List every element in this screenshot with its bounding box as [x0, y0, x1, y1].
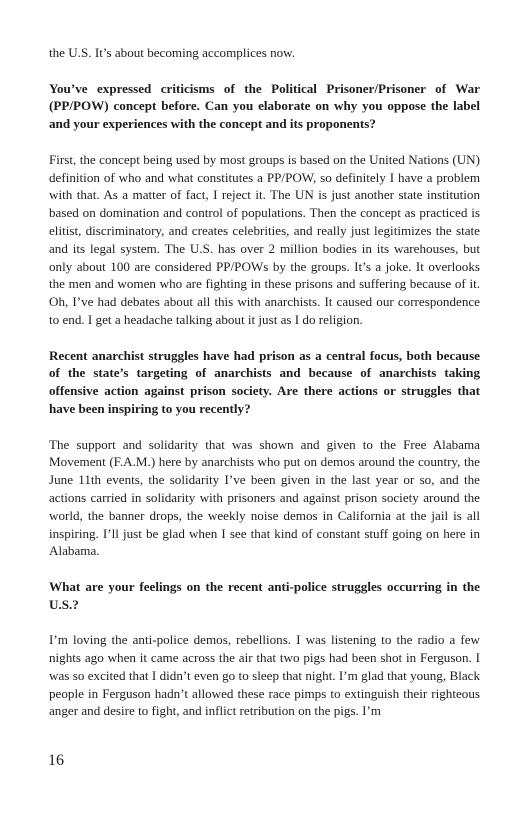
- question-paragraph: You’ve expressed criticisms of the Political Prisoner/Prisoner of War (PP/POW) concept before. Can you elaborate on why you oppose the label and your experiences with the concept and its proponents?: [49, 80, 480, 132]
- answer-paragraph: The support and solidarity that was shown and given to the Free Alabama Movement (F.A.M.) here by anarchists who put on demos around the country, the June 11th events, the solidarity I’ve been given in the last year or so, and the actions carried in solidarity with prisoners and against prison society around the world, the banner drops, the weekly noise demos in California at the jail is all inspiring. I’ll just be glad when I see that kind of constant stuff going on here in Alabama.: [49, 436, 480, 559]
- answer-paragraph: I’m loving the anti-police demos, rebellions. I was listening to the radio a few nights ago when it came across the air that two pigs had been shot in Ferguson. I was so excited that I didn’t even go to sleep that night. I’m glad that young, Black people in Ferguson hadn’t allowed these race pimps to extinguish their righteous anger and desire to fight, and inflict retribution on the pigs. I’m: [49, 632, 480, 719]
- question-paragraph: Recent anarchist struggles have had prison as a central focus, both because of the state’s targeting of anarchists and because of anarchists taking offensive action against prison society. Are there actions or struggles that have been inspiring to you recently?: [49, 347, 480, 416]
- question-paragraph: What are your feelings on the recent anti-police struggles occurring in the U.S.?: [49, 578, 480, 612]
- answer-paragraph: First, the concept being used by most groups is based on the United Nations (UN) definition of who and what constitutes a PP/POW, so definitely I have a problem with that. As a matter of fact, I reject it. The UN is just another state institution based on domination and control of populations. Then the concept as practiced is elitist, discriminatory, and creates celebrities, and really just legitimizes the state and its legal system. The U.S. has over 2 million bodies in its warehouses, but only about 100 are considered PP/POWs by the groups. It’s a joke. It overlooks the men and women who are fighting in these prisons and suffering because of it. Oh, I’ve had debates about all this with anarchists. It caused our correspondence to end. I get a headache talking about it just as I do religion.: [49, 151, 480, 327]
- page-body: [49, 44, 480, 738]
- page-number: 16: [48, 752, 64, 769]
- answer-paragraph: the U.S. It’s about becoming accomplices now.: [49, 45, 296, 60]
